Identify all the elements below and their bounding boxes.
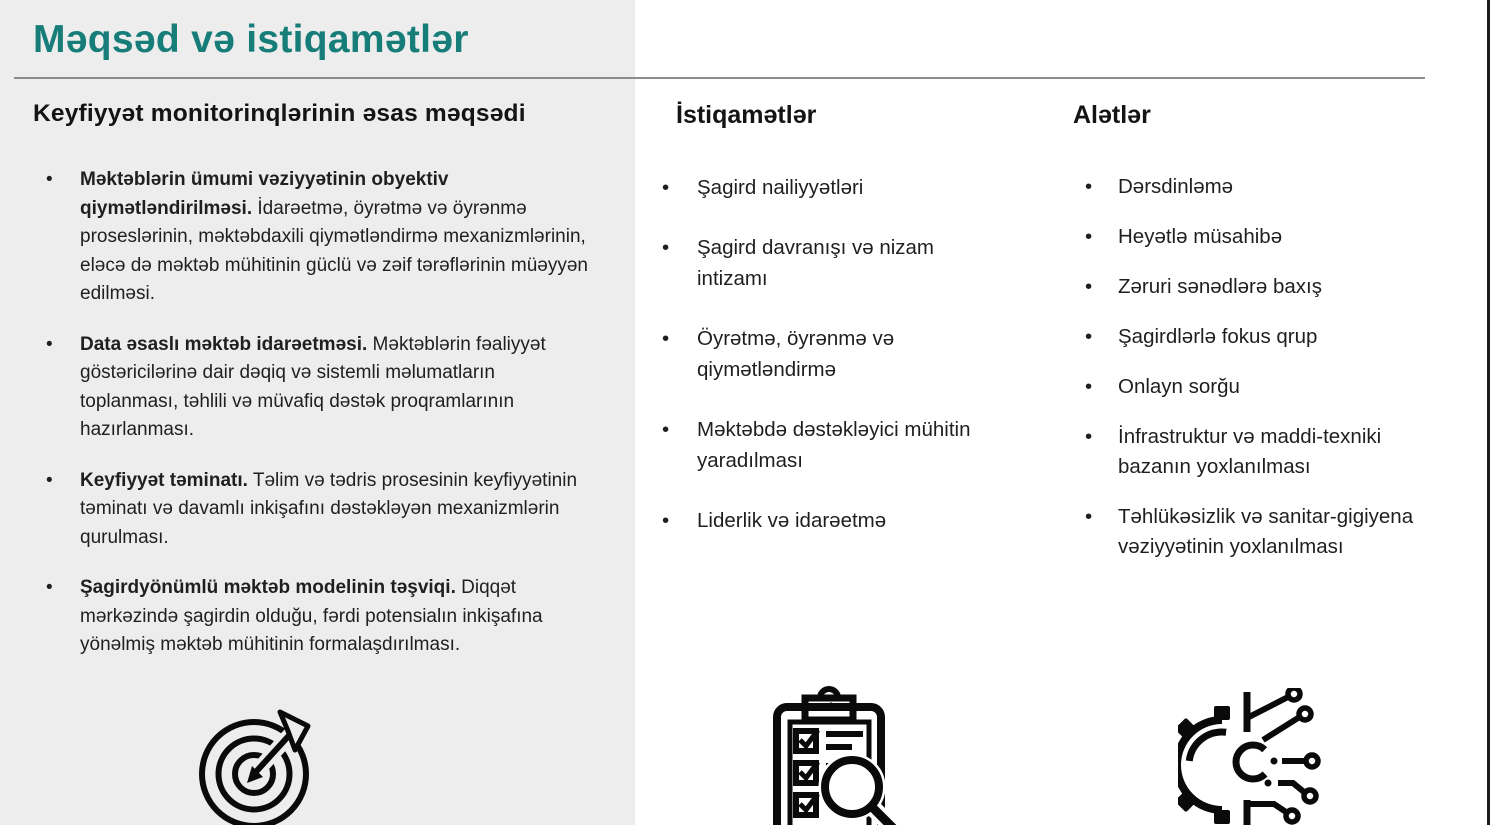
purpose-bullet-body: Təlim və tədris prosesinin keyfiyyətinin təminatı və davamlı inkişafını dəstəkləyən mexanizmlərin qurulması. [80, 469, 578, 548]
directions-bullet-text: Şagird davranışı və nizam intizamı [697, 236, 935, 290]
tools-bullet-item [1083, 172, 1418, 202]
tools-bullet-text: İnfrastruktur və maddi-texniki bazanın yoxlanılması [1118, 425, 1382, 478]
directions-bullet-list [660, 172, 990, 565]
directions-heading: İstiqamətlər [676, 101, 817, 129]
tools-bullet-text: Onlayn sorğu [1118, 375, 1240, 398]
purpose-bullet-item [44, 166, 596, 309]
purpose-bullet-list [44, 166, 596, 682]
tools-bullet-item [1083, 222, 1418, 252]
tools-bullet-item [1083, 272, 1418, 302]
title-divider-line [14, 77, 1425, 79]
slide-right-border [1487, 0, 1490, 825]
directions-bullet-item [660, 172, 989, 203]
target-arrow-icon [196, 700, 318, 825]
tools-bullet-item [1083, 372, 1418, 402]
directions-bullet-text: Məktəbdə dəstəkləyici mühitin yaradılması [697, 418, 971, 472]
directions-bullet-item [660, 414, 989, 476]
tools-bullet-text: Zəruri sənədlərə baxış [1118, 275, 1322, 298]
directions-bullet-text: Liderlik və idarəetmə [697, 509, 887, 532]
purpose-bullet-body: Diqqət mərkəzində şagirdin olduğu, fərdi potensialın inkişafına yönəlmiş məktəb mühitinin formalaşdırılması. [80, 577, 543, 655]
purpose-bullet-item [44, 331, 596, 445]
directions-bullet-item [660, 505, 989, 536]
directions-bullet-item [660, 232, 989, 294]
tools-bullet-text: Təhlükəsizlik və sanitar-gigiyena vəziyyətinin yoxlanılması [1118, 505, 1414, 558]
tools-heading: Alətlər [1073, 101, 1151, 129]
checklist-magnifier-icon [766, 684, 906, 825]
purpose-bullet-lead: Keyfiyyət təminatı. [80, 469, 248, 491]
tools-bullet-item [1083, 422, 1418, 482]
tools-bullet-text: Dərsdinləmə [1118, 175, 1234, 198]
tools-bullet-text: Heyətlə müsahibə [1118, 225, 1283, 248]
purpose-bullet-lead: Şagirdyönümlü məktəb modelinin təşviqi. [80, 577, 456, 598]
tools-bullet-item [1083, 502, 1418, 562]
directions-bullet-text: Şagird nailiyyətləri [697, 176, 864, 199]
purpose-bullet-body: Məktəblərin fəaliyyət göstəricilərinə dair dəqiq və sistemli məlumatların toplanması, təhlili və müvafiq dəstək proqramlarının hazırlanması. [80, 333, 546, 440]
purpose-bullet-lead: Məktəblərin ümumi vəziyyətinin obyektiv qiymətləndirilməsi. [80, 169, 449, 219]
tools-bullet-item [1083, 322, 1418, 352]
purpose-heading: Keyfiyyət monitorinqlərinin əsas məqsədi [33, 100, 526, 127]
purpose-bullet-lead: Data əsaslı məktəb idarəetməsi. [80, 333, 368, 355]
purpose-bullet-item [44, 467, 596, 553]
tools-bullet-text: Şagirdlərlə fokus qrup [1118, 325, 1318, 348]
purpose-bullet-item [44, 574, 596, 660]
directions-bullet-item [660, 323, 989, 385]
purpose-bullet-body: İdarəetmə, öyrətmə və öyrənmə proseslərinin, məktəbdaxili qiymətləndirmə mexanizmlərinin, eləcə də məktəb mühitinin güclü və zəif tərəflərinin müəyyən edilməsi. [80, 197, 588, 304]
gear-circuit-icon [1178, 688, 1333, 825]
directions-bullet-text: Öyrətmə, öyrənmə və qiymətləndirmə [697, 327, 895, 381]
slide-title: Məqsəd və istiqamətlər [33, 18, 469, 61]
tools-bullet-list [1083, 172, 1419, 582]
